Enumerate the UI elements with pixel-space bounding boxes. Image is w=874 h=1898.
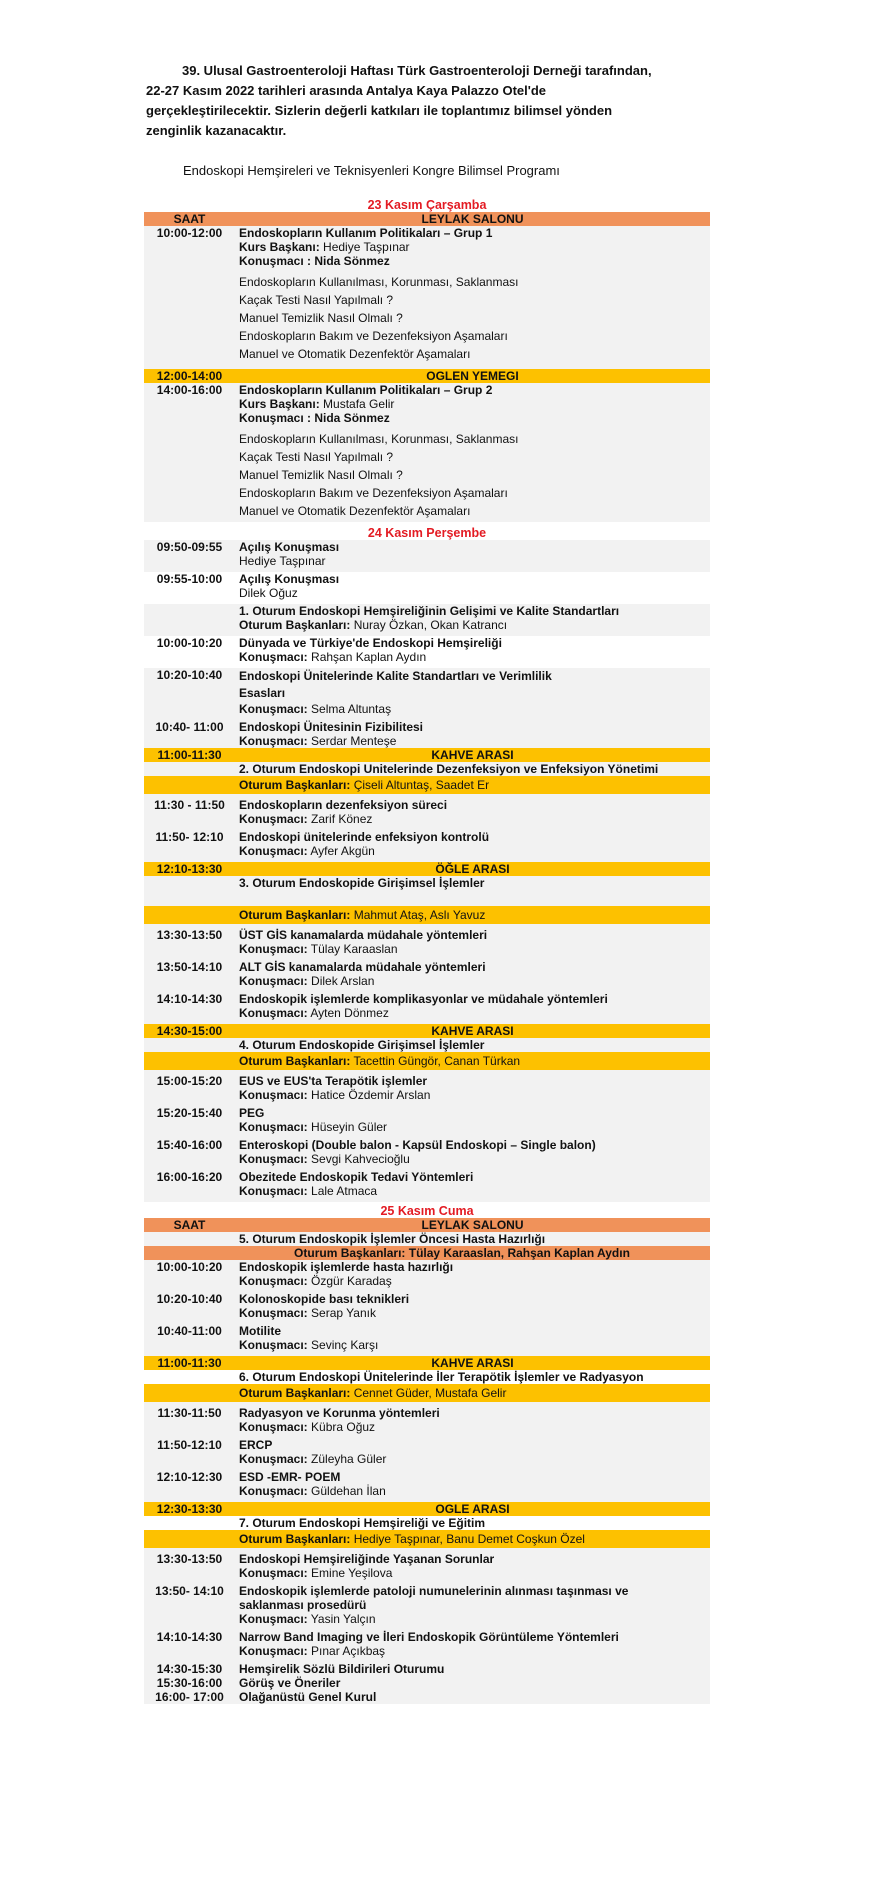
talk-time: 16:00- 17:00 xyxy=(155,1690,224,1704)
talk-time: 12:10-12:30 xyxy=(156,1470,223,1484)
speaker-label: Konuşmacı: xyxy=(239,1452,308,1466)
talk-row xyxy=(144,794,710,830)
speaker-name: Züleyha Güler xyxy=(307,1452,387,1466)
break-row xyxy=(144,1024,710,1038)
session-row xyxy=(144,540,710,572)
talk-row xyxy=(144,1260,710,1292)
break-row xyxy=(144,369,710,383)
topic-item: Manuel Temizlik Nasıl Olmalı ? xyxy=(239,468,403,482)
speaker-label: Konuşmacı: xyxy=(239,1184,308,1198)
chairs-label: Oturum Başkanları: xyxy=(239,1532,351,1546)
speaker-name: Rahşan Kaplan Aydın xyxy=(307,650,427,664)
talk-title: Olağanüstü Genel Kurul xyxy=(239,1690,377,1704)
talk-title: ERCP xyxy=(239,1438,273,1452)
talk-title: Endoskopi Ünitesinin Fizibilitesi xyxy=(239,720,424,734)
chairs-line: Oturum Başkanları: Tülay Karaaslan, Rahşan Kaplan Aydın xyxy=(294,1246,630,1260)
talk-time: 13:30-13:50 xyxy=(156,1552,223,1566)
oturum-row xyxy=(144,1516,710,1530)
talk-time: 13:50- 14:10 xyxy=(155,1584,224,1598)
talk-time: 11:30-11:50 xyxy=(157,1406,222,1420)
speaker-label: Konuşmacı: xyxy=(239,1306,308,1320)
chairs-row xyxy=(144,1246,710,1260)
break-label: OGLEN YEMEGI xyxy=(426,369,519,383)
oturum-title: 4. Oturum Endoskopide Girişimsel İşlemler xyxy=(239,1038,485,1052)
topic-item: Kaçak Testi Nasıl Yapılmalı ? xyxy=(239,450,394,464)
talk-row xyxy=(144,1690,710,1704)
intro-line: zenginlik kazanacaktır. xyxy=(146,123,287,138)
speaker-name: Serdar Menteşe xyxy=(307,734,397,748)
break-time: 12:30-13:30 xyxy=(156,1502,223,1516)
talk-time: 13:30-13:50 xyxy=(156,928,223,942)
chairs-names: Cennet Güder, Mustafa Gelir xyxy=(350,1386,507,1400)
intro-line: 22-27 Kasım 2022 tarihleri arasında Antalya Kaya Palazzo Otel'de xyxy=(146,83,547,98)
topic-item: Endoskopların Bakım ve Dezenfeksiyon Aşamaları xyxy=(239,486,508,500)
talk-title: Endoskopik işlemlerde hasta hazırlığı xyxy=(239,1260,454,1274)
table-header xyxy=(144,212,710,226)
talk-row xyxy=(144,1170,710,1202)
speaker-label: Konuşmacı: xyxy=(239,1612,308,1626)
topic-item: Kaçak Testi Nasıl Yapılmalı ? xyxy=(239,293,394,307)
chairs-row xyxy=(144,1384,710,1402)
session-title: Açılış Konuşması xyxy=(239,540,340,554)
oturum-row xyxy=(144,1038,710,1052)
topic-item: Endoskopların Kullanılması, Korunması, Saklanması xyxy=(239,275,519,289)
speaker-label: Konuşmacı: xyxy=(239,1484,308,1498)
talk-time: 14:10-14:30 xyxy=(156,1630,223,1644)
break-label: OGLE ARASI xyxy=(435,1502,510,1516)
talk-title: PEG xyxy=(239,1106,265,1120)
speaker-name: Lale Atmaca xyxy=(307,1184,378,1198)
chairs-label: Oturum Başkanları: xyxy=(239,1386,351,1400)
session-title: Endoskopların Kullanım Politikaları – Grup 1 xyxy=(239,226,493,240)
break-row xyxy=(144,862,710,876)
session-title: Açılış Konuşması xyxy=(239,572,340,586)
talk-title: ESD -EMR- POEM xyxy=(239,1470,341,1484)
speaker-label: Konuşmacı: xyxy=(239,942,308,956)
topic-item: Endoskopların Bakım ve Dezenfeksiyon Aşamaları xyxy=(239,329,508,343)
talk-row xyxy=(144,720,710,748)
speaker-label: Konuşmacı: xyxy=(239,1644,308,1658)
break-row xyxy=(144,748,710,762)
day3-program xyxy=(144,1218,710,1704)
speaker-name: Kübra Oğuz xyxy=(307,1420,376,1434)
talk-time: 10:20-10:40 xyxy=(156,1292,223,1306)
talk-row xyxy=(144,1438,710,1470)
talk-title: Dünyada ve Türkiye'de Endoskopi Hemşireliği xyxy=(239,636,502,650)
break-time: 11:00-11:30 xyxy=(157,748,222,762)
talk-row xyxy=(144,1548,710,1584)
talk-title: Radyasyon ve Korunma yöntemleri xyxy=(239,1406,440,1420)
header-time: SAAT xyxy=(173,212,206,226)
speaker-name: Emine Yeşilova xyxy=(307,1566,393,1580)
speaker-name: Hediye Taşpınar xyxy=(239,554,326,568)
speaker-line: Konuşmacı : Nida Sönmez xyxy=(239,254,390,268)
speaker-name: Tülay Karaaslan xyxy=(307,942,398,956)
talk-row xyxy=(144,1630,710,1662)
break-time: 14:30-15:00 xyxy=(156,1024,223,1038)
talk-time: 10:40- 11:00 xyxy=(155,720,224,734)
speaker-label: Konuşmacı: xyxy=(239,812,308,826)
session-title: Endoskopların Kullanım Politikaları – Grup 2 xyxy=(239,383,493,397)
header-hall: LEYLAK SALONU xyxy=(421,212,524,226)
talk-title-cont: saklanması prosedürü xyxy=(239,1598,367,1612)
table-header xyxy=(144,1218,710,1232)
talk-title: Endoskopik işlemlerde patoloji numunelerinin alınması taşınması ve xyxy=(239,1584,629,1598)
chairs-row xyxy=(144,1530,710,1548)
talk-row xyxy=(144,1584,710,1630)
speaker-name: Sevgi Kahvecioğlu xyxy=(307,1152,410,1166)
day2-program xyxy=(144,540,710,1202)
talk-title: Motilite xyxy=(239,1324,281,1338)
speaker-label: Konuşmacı: xyxy=(239,734,308,748)
speaker-label: Konuşmacı: xyxy=(239,1006,308,1020)
break-time: 12:00-14:00 xyxy=(156,369,223,383)
speaker-label: Konuşmacı: xyxy=(239,1338,308,1352)
talk-row xyxy=(144,1292,710,1324)
talk-time: 11:30 - 11:50 xyxy=(154,798,225,812)
speaker-label: Konuşmacı: xyxy=(239,1088,308,1102)
oturum-title: 2. Oturum Endoskopi Unitelerinde Dezenfeksiyon ve Enfeksiyon Yönetimi xyxy=(239,762,659,776)
speaker-label: Konuşmacı: xyxy=(239,1566,308,1580)
speaker-name: Sevinç Karşı xyxy=(307,1338,379,1352)
day-title: 24 Kasım Perşembe xyxy=(367,526,487,540)
session-time: 14:00-16:00 xyxy=(156,383,223,397)
speaker-label: Konuşmacı: xyxy=(239,650,308,664)
speaker-name: Ayten Dönmez xyxy=(307,1006,389,1020)
topic-item: Manuel Temizlik Nasıl Olmalı ? xyxy=(239,311,403,325)
chairs-row xyxy=(144,906,710,924)
oturum-title: 3. Oturum Endoskopide Girişimsel İşlemler xyxy=(239,876,485,890)
chairs-names: Çiseli Altuntaş, Saadet Er xyxy=(350,778,490,792)
break-time: 12:10-13:30 xyxy=(156,862,223,876)
talk-time: 10:00-10:20 xyxy=(156,1260,223,1274)
talk-time: 16:00-16:20 xyxy=(156,1170,223,1184)
talk-row xyxy=(144,1324,710,1356)
talk-title: Görüş ve Öneriler xyxy=(239,1676,341,1690)
speaker-name: Hüseyin Güler xyxy=(307,1120,388,1134)
talk-row xyxy=(144,830,710,862)
talk-time: 11:50- 12:10 xyxy=(155,830,224,844)
talk-row xyxy=(144,1402,710,1438)
talk-time: 14:10-14:30 xyxy=(156,992,223,1006)
chairs-label: Oturum Başkanları: xyxy=(239,1054,351,1068)
talk-title: Endoskopi Hemşireliğinde Yaşanan Sorunlar xyxy=(239,1552,495,1566)
talk-title-cont: Esasları xyxy=(239,686,286,700)
session-time: 10:00-12:00 xyxy=(156,226,223,240)
talk-row xyxy=(144,1070,710,1106)
speaker-name: Selma Altuntaş xyxy=(307,702,392,716)
speaker-label: Konuşmacı: xyxy=(239,844,308,858)
program-subtitle: Endoskopi Hemşireleri ve Teknisyenleri Kongre Bilimsel Programı xyxy=(183,163,560,178)
talk-time: 10:00-10:20 xyxy=(156,636,223,650)
talk-title: Hemşirelik Sözlü Bildirileri Oturumu xyxy=(239,1662,445,1676)
speaker-line: Konuşmacı : Nida Sönmez xyxy=(239,411,390,425)
talk-title: Endoskopi ünitelerinde enfeksiyon kontrolü xyxy=(239,830,490,844)
break-row xyxy=(144,1502,710,1516)
talk-time: 10:20-10:40 xyxy=(156,668,223,682)
talk-row xyxy=(144,992,710,1024)
session-row xyxy=(144,226,710,369)
talk-row xyxy=(144,668,710,720)
talk-row xyxy=(144,924,710,960)
intro-line: 39. Ulusal Gastroenteroloji Haftası Türk Gastroenteroloji Derneği tarafından, xyxy=(182,63,652,78)
speaker-label: Konuşmacı: xyxy=(239,1274,308,1288)
chair-label: Kurs Başkanı: xyxy=(239,397,320,411)
talk-title: Narrow Band Imaging ve İleri Endoskopik Görüntüleme Yöntemleri xyxy=(239,1630,619,1644)
chairs-names: Nuray Özkan, Okan Katrancı xyxy=(350,618,508,632)
break-label: KAHVE ARASI xyxy=(431,1024,514,1038)
talk-time: 11:50-12:10 xyxy=(157,1438,222,1452)
session-row xyxy=(144,572,710,604)
speaker-name: Özgür Karadaş xyxy=(307,1274,392,1288)
talk-time: 15:30-16:00 xyxy=(156,1676,223,1690)
talk-title: Enteroskopi (Double balon - Kapsül Endoskopi – Single balon) xyxy=(239,1138,596,1152)
oturum-row xyxy=(144,1370,710,1384)
talk-time: 14:30-15:30 xyxy=(156,1662,223,1676)
speaker-label: Konuşmacı: xyxy=(239,702,308,716)
talk-time: 15:00-15:20 xyxy=(156,1074,223,1088)
speaker-name: Serap Yanık xyxy=(307,1306,376,1320)
talk-row xyxy=(144,960,710,992)
oturum-title: 7. Oturum Endoskopi Hemşireliği ve Eğitim xyxy=(239,1516,486,1530)
talk-row xyxy=(144,1662,710,1676)
chairs-row xyxy=(144,1052,710,1070)
topic-item: Endoskopların Kullanılması, Korunması, Saklanması xyxy=(239,432,519,446)
talk-row xyxy=(144,1106,710,1138)
oturum-title: 5. Oturum Endoskopik İşlemler Öncesi Hasta Hazırlığı xyxy=(239,1232,546,1246)
talk-row xyxy=(144,1470,710,1502)
speaker-name: Ayfer Akgün xyxy=(307,844,375,858)
day1-program xyxy=(144,212,710,522)
session-time: 09:55-10:00 xyxy=(156,572,223,586)
talk-title: Endoskopi Ünitelerinde Kalite Standartları ve Verimlilik xyxy=(239,669,552,683)
break-row xyxy=(144,1356,710,1370)
talk-time: 13:50-14:10 xyxy=(156,960,223,974)
talk-row xyxy=(144,1138,710,1170)
talk-time: 10:40-11:00 xyxy=(157,1324,222,1338)
chairs-row xyxy=(144,776,710,794)
chair-name: Hediye Taşpınar xyxy=(319,240,410,254)
talk-title: EUS ve EUS'ta Terapötik işlemler xyxy=(239,1074,428,1088)
speaker-label: Konuşmacı: xyxy=(239,1120,308,1134)
talk-title: ÜST GİS kanamalarda müdahale yöntemleri xyxy=(239,928,488,942)
talk-row xyxy=(144,636,710,668)
chairs-label: Oturum Başkanları: xyxy=(239,618,351,632)
talk-title: ALT GİS kanamalarda müdahale yöntemleri xyxy=(239,960,486,974)
chair-label: Kurs Başkanı: xyxy=(239,240,320,254)
chairs-names: Hediye Taşpınar, Banu Demet Coşkun Özel xyxy=(350,1532,585,1546)
header-hall: LEYLAK SALONU xyxy=(421,1218,524,1232)
break-label: ÖĞLE ARASI xyxy=(435,862,510,876)
chairs-names: Tacettin Güngör, Canan Türkan xyxy=(350,1054,521,1068)
talk-title: Kolonoskopide bası teknikleri xyxy=(239,1292,410,1306)
intro-paragraph xyxy=(146,61,708,141)
session-row xyxy=(144,383,710,522)
talk-title: Endoskopik işlemlerde komplikasyonlar ve müdahale yöntemleri xyxy=(239,992,608,1006)
break-label: KAHVE ARASI xyxy=(431,748,514,762)
chairs-label: Oturum Başkanları: xyxy=(239,778,351,792)
speaker-label: Konuşmacı: xyxy=(239,1420,308,1434)
chair-name: Mustafa Gelir xyxy=(319,397,395,411)
break-time: 11:00-11:30 xyxy=(157,1356,222,1370)
oturum-row xyxy=(144,762,710,776)
speaker-name: Dilek Arslan xyxy=(307,974,375,988)
session-time: 09:50-09:55 xyxy=(156,540,223,554)
chairs-names: Mahmut Ataş, Aslı Yavuz xyxy=(350,908,486,922)
speaker-name: Pınar Açıkbaş xyxy=(307,1644,386,1658)
oturum-row xyxy=(144,876,710,906)
speaker-name: Hatice Özdemir Arslan xyxy=(307,1088,431,1102)
speaker-name: Zarif Könez xyxy=(307,812,373,826)
oturum-row xyxy=(144,1232,710,1246)
topic-item: Manuel ve Otomatik Dezenfektör Aşamaları xyxy=(239,347,471,361)
talk-title: Obezitede Endoskopik Tedavi Yöntemleri xyxy=(239,1170,474,1184)
speaker-name: Dilek Oğuz xyxy=(239,586,298,600)
talk-title: Endoskopların dezenfeksiyon süreci xyxy=(239,798,448,812)
oturum-row xyxy=(144,604,710,636)
intro-line: gerçekleştirilecektir. Sizlerin değerli katkıları ile toplantımız bilimsel yönden xyxy=(146,103,613,118)
break-label: KAHVE ARASI xyxy=(431,1356,514,1370)
talk-time: 15:20-15:40 xyxy=(156,1106,223,1120)
speaker-name: Yasin Yalçın xyxy=(307,1612,376,1626)
header-time: SAAT xyxy=(173,1218,206,1232)
day-title: 25 Kasım Cuma xyxy=(380,1204,474,1218)
topic-item: Manuel ve Otomatik Dezenfektör Aşamaları xyxy=(239,504,471,518)
talk-time: 15:40-16:00 xyxy=(156,1138,223,1152)
chairs-label: Oturum Başkanları: xyxy=(239,908,351,922)
talk-row xyxy=(144,1676,710,1690)
oturum-title: 6. Oturum Endoskopi Ünitelerinde İler Terapötik İşlemler ve Radyasyon xyxy=(239,1370,644,1384)
speaker-label: Konuşmacı: xyxy=(239,1152,308,1166)
oturum-title: 1. Oturum Endoskopi Hemşireliğinin Gelişimi ve Kalite Standartları xyxy=(239,604,620,618)
speaker-name: Güldehan İlan xyxy=(307,1484,386,1498)
day-title: 23 Kasım Çarşamba xyxy=(367,198,487,212)
speaker-label: Konuşmacı: xyxy=(239,974,308,988)
